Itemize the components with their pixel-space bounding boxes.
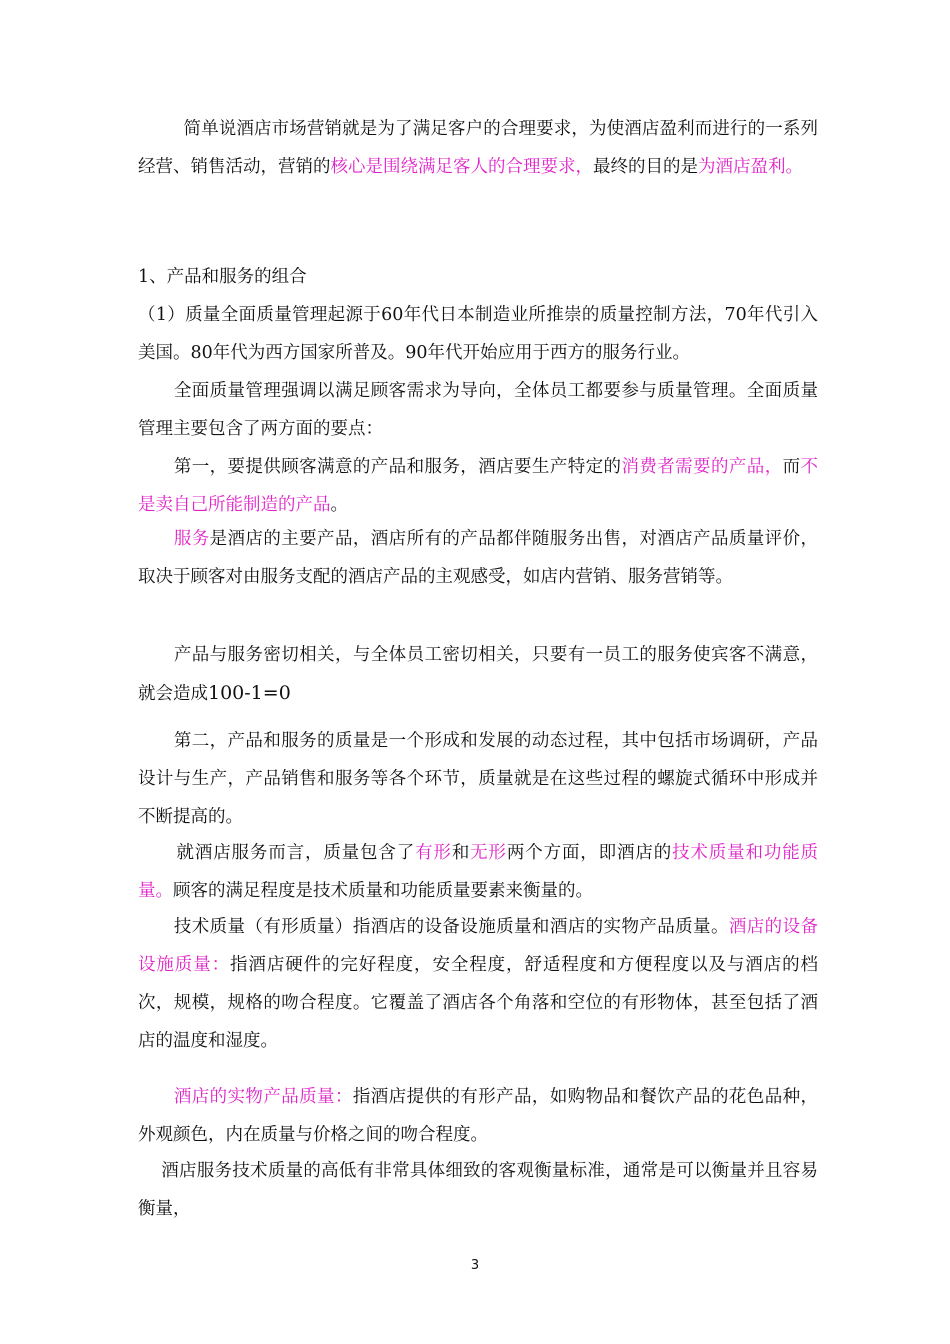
- highlighted-text: 酒店的设备设施质量：: [138, 917, 818, 975]
- text-run: 最终的目的是: [593, 157, 698, 177]
- text-run: 而: [782, 457, 801, 477]
- highlighted-text: 无形: [470, 843, 507, 863]
- paragraph-8: [138, 722, 818, 836]
- highlighted-text: 酒店的实物产品质量：: [173, 1087, 353, 1107]
- paragraph-10: [138, 908, 818, 1060]
- paragraph-7: [138, 636, 818, 713]
- highlighted-text: 技术质量和功能质量。: [138, 843, 819, 901]
- text-run: 顾客的满足程度是技术质量和功能质量要素来衡量的。: [173, 881, 593, 901]
- text-run: 第一，要提供顾客满意的产品和服务，酒店要生产特定的: [138, 457, 622, 477]
- text-run: 第二，产品和服务的质量是一个形成和发展的动态过程，其中包括市场调研，产品设计与生产，产品销售和服务等各个环节，质量就是在这些过程的螺旋式循环中形成并不断提高的。: [138, 731, 818, 827]
- text-run: 。: [330, 495, 348, 515]
- text-run: 是酒店的主要产品，酒店所有的产品都伴随服务出售，对酒店产品质量评价，取决于顾客对由服务支配的酒店产品的主观感受，如店内营销、服务营销等。: [138, 529, 818, 587]
- text-run: 酒店服务技术质量的高低有非常具体细致的客观衡量标准，通常是可以衡量并且容易衡量，: [138, 1161, 818, 1219]
- highlighted-text: 为酒店盈利。: [698, 157, 803, 177]
- paragraph-4: [138, 372, 818, 448]
- highlighted-text: 核心是围绕满足客人的合理要求，: [330, 157, 593, 177]
- text-run: 指酒店硬件的完好程度，安全程度，舒适程度和方便程度以及与酒店的档次，规模，规格的吻合程度。它覆盖了酒店各个角落和空位的有形物体，甚至包括了酒店的温度和湿度。: [138, 955, 818, 1051]
- paragraph-5: [138, 448, 818, 524]
- text-run: 简单说酒店市场营销就是为了满足客户的合理要求，为使酒店盈利而进行的一系列经营、销售活动，营销的: [138, 119, 818, 177]
- text-run: 产品与服务密切相关，与全体员工密切相关，只要有一员工的服务使宾客不满意，就会造成: [138, 645, 818, 704]
- highlighted-text: 不是卖自己所能制造的产品: [138, 457, 819, 515]
- highlighted-text: 有形: [415, 843, 452, 863]
- highlighted-text: 消费者需要的产品，: [621, 457, 783, 477]
- text-run: 指酒店提供的有形产品，如购物品和餐饮产品的花色品种，外观颜色，内在质量与价格之间的吻合程度。: [138, 1087, 819, 1145]
- text-run: [138, 529, 174, 549]
- text-run: 全面质量管理强调以满足顾客需求为导向，全体员工都要参与质量管理。全面质量管理主要包含了两方面的要点：: [138, 381, 818, 439]
- text-run: 100-1=0: [208, 682, 291, 704]
- text-run: 就酒店服务而言，质量包含了: [138, 843, 416, 863]
- text-run: 1、产品和服务的组合: [138, 267, 307, 287]
- text-run: [138, 1087, 174, 1107]
- text-run: 两个方面，即酒店的: [506, 843, 673, 863]
- paragraph-9: [138, 834, 818, 910]
- text-run: 和: [451, 843, 471, 863]
- page-number: 3: [470, 1258, 480, 1273]
- highlighted-text: 服务: [173, 529, 210, 549]
- paragraph-12: [138, 1152, 818, 1228]
- text-run: 技术质量（有形质量）指酒店的设备设施质量和酒店的实物产品质量。: [138, 917, 729, 937]
- paragraph-2: [138, 258, 818, 296]
- text-run: （1）质量全面质量管理起源于60年代日本制造业所推崇的质量控制方法，70年代引入美国。80年代为西方国家所普及。90年代开始应用于西方的服务行业。: [138, 305, 818, 363]
- paragraph-1: [138, 110, 818, 186]
- paragraph-11: [138, 1078, 818, 1154]
- paragraph-3: [138, 296, 818, 372]
- paragraph-6: [138, 520, 818, 596]
